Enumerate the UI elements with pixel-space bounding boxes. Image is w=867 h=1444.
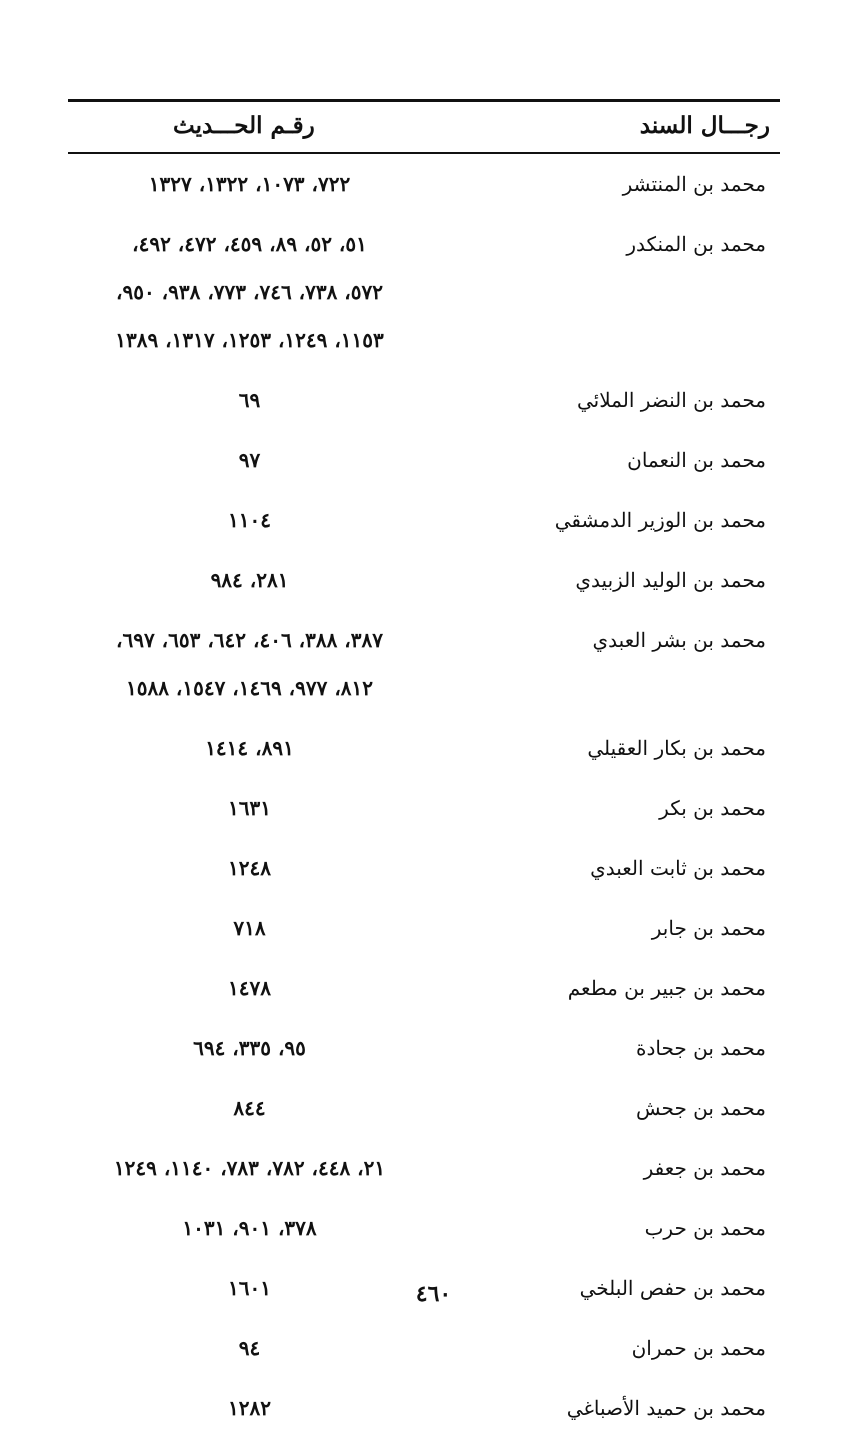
narrator-name: محمد بن ثابت العبدي <box>590 856 766 880</box>
hadith-number-line: ٦٩ <box>238 388 261 412</box>
hadith-number-line: ٢٨١، ٩٨٤ <box>210 568 289 592</box>
hadith-number-line: ٩٤ <box>238 1336 261 1360</box>
hadith-number-line: ٨١٢، ٩٧٧، ١٤٦٩، ١٥٤٧، ١٥٨٨ <box>125 676 374 700</box>
narrator-entry <box>68 436 780 484</box>
narrator-entry <box>68 844 780 892</box>
hadith-number-line: ٢١، ٤٤٨، ٧٨٢، ٧٨٣، ١١٤٠، ١٢٤٩ <box>113 1156 386 1180</box>
narrator-entry <box>68 1144 780 1192</box>
top-rule <box>68 99 780 102</box>
hadith-number-line: ٣٧٨، ٩٠١، ١٠٣١ <box>182 1216 317 1240</box>
narrators-column-header: رجـــال السند <box>639 112 770 139</box>
hadith-number-line: ٨٩١، ١٤١٤ <box>205 736 294 760</box>
hadith-number-line: ٩٥، ٣٣٥، ٦٩٤ <box>193 1036 306 1060</box>
narrator-name: محمد بن حميد الأصباغي <box>566 1396 766 1420</box>
hadith-number-line: ١٦٣١ <box>228 796 271 820</box>
hadith-numbers <box>68 964 425 1012</box>
narrator-name: محمد بن المنكدر <box>626 232 766 256</box>
narrator-entry <box>68 556 780 604</box>
hadith-number-line: ١٤٧٨ <box>228 976 271 1000</box>
hadith-number-line: ١١٥٣، ١٢٤٩، ١٢٥٣، ١٣١٧، ١٣٨٩ <box>115 328 384 352</box>
hadith-numbers <box>68 1084 425 1132</box>
hadith-number-line: ٧٢٢، ١٠٧٣، ١٣٢٢، ١٣٢٧ <box>148 172 351 196</box>
narrator-entry <box>68 1024 780 1072</box>
hadith-number-line: ٣٨٧، ٣٨٨، ٤٠٦، ٦٤٢، ٦٥٣، ٦٩٧، <box>116 628 383 652</box>
hadith-numbers <box>68 556 425 604</box>
hadith-numbers <box>68 904 425 952</box>
narrator-entry <box>68 160 780 208</box>
narrator-entry <box>68 724 780 772</box>
narrator-entry <box>68 616 780 712</box>
narrator-name: محمد بن جبير بن مطعم <box>567 976 766 1000</box>
narrator-name: محمد بن بكار العقيلي <box>587 736 766 760</box>
narrator-name: محمد بن حرب <box>644 1216 766 1240</box>
hadith-number-line: ٥٧٢، ٧٣٨، ٧٤٦، ٧٧٣، ٩٣٨، ٩٥٠، <box>116 280 383 304</box>
narrator-entry <box>68 964 780 1012</box>
narrator-name: محمد بن بشر العبدي <box>592 628 766 652</box>
table-header <box>68 106 780 150</box>
narrator-entry <box>68 376 780 424</box>
narrator-entry <box>68 1204 780 1252</box>
hadith-number-line: ١١٠٤ <box>228 508 271 532</box>
hadith-numbers <box>68 844 425 892</box>
hadith-number-line: ٥١، ٥٢، ٨٩، ٤٥٩، ٤٧٢، ٤٩٢، <box>132 232 367 256</box>
hadith-numbers <box>68 1204 425 1252</box>
hadith-numbers <box>68 1324 425 1372</box>
hadith-numbers <box>68 1144 425 1192</box>
narrator-entry <box>68 904 780 952</box>
hadith-numbers <box>68 496 425 544</box>
page-number: ٤٦٠ <box>415 1281 452 1307</box>
hadith-numbers <box>68 376 425 424</box>
narrator-name: محمد بن الوليد الزبيدي <box>575 568 766 592</box>
narrator-name: محمد بن النضر الملائي <box>577 388 766 412</box>
hadith-numbers <box>68 436 425 484</box>
narrator-name: محمد بن جابر <box>651 916 766 940</box>
narrator-name: محمد بن النعمان <box>627 448 766 472</box>
narrator-name: محمد بن حفص البلخي <box>579 1276 766 1300</box>
narrator-entry <box>68 784 780 832</box>
hadith-number-column-header: رقـم الحـــديث <box>173 112 315 139</box>
narrator-entry <box>68 1084 780 1132</box>
hadith-numbers <box>68 160 425 208</box>
hadith-number-line: ٨٤٤ <box>233 1096 266 1120</box>
header-rule <box>68 152 780 154</box>
narrator-name: محمد بن بكر <box>659 796 766 820</box>
narrator-index-list <box>68 160 780 1444</box>
narrator-name: محمد بن الوزير الدمشقي <box>554 508 766 532</box>
narrator-name: محمد بن جحش <box>636 1096 766 1120</box>
hadith-number-line: ١٢٨٢ <box>228 1396 271 1420</box>
narrator-name: محمد بن المنتشر <box>622 172 766 196</box>
narrator-name: محمد بن جعفر <box>643 1156 766 1180</box>
hadith-numbers <box>68 220 425 364</box>
narrator-name: محمد بن جحادة <box>636 1036 766 1060</box>
narrator-entry <box>68 1384 780 1432</box>
narrator-entry <box>68 220 780 364</box>
hadith-numbers <box>68 724 425 772</box>
hadith-numbers <box>68 784 425 832</box>
narrator-entry <box>68 496 780 544</box>
narrator-entry <box>68 1324 780 1372</box>
hadith-numbers <box>68 1384 425 1432</box>
hadith-numbers <box>68 1024 425 1072</box>
hadith-number-line: ١٢٤٨ <box>228 856 271 880</box>
hadith-number-line: ٩٧ <box>238 448 261 472</box>
hadith-number-line: ٧١٨ <box>233 916 266 940</box>
hadith-number-line: ١٦٠١ <box>228 1276 271 1300</box>
hadith-numbers <box>68 616 425 712</box>
narrator-name: محمد بن حمران <box>631 1336 766 1360</box>
